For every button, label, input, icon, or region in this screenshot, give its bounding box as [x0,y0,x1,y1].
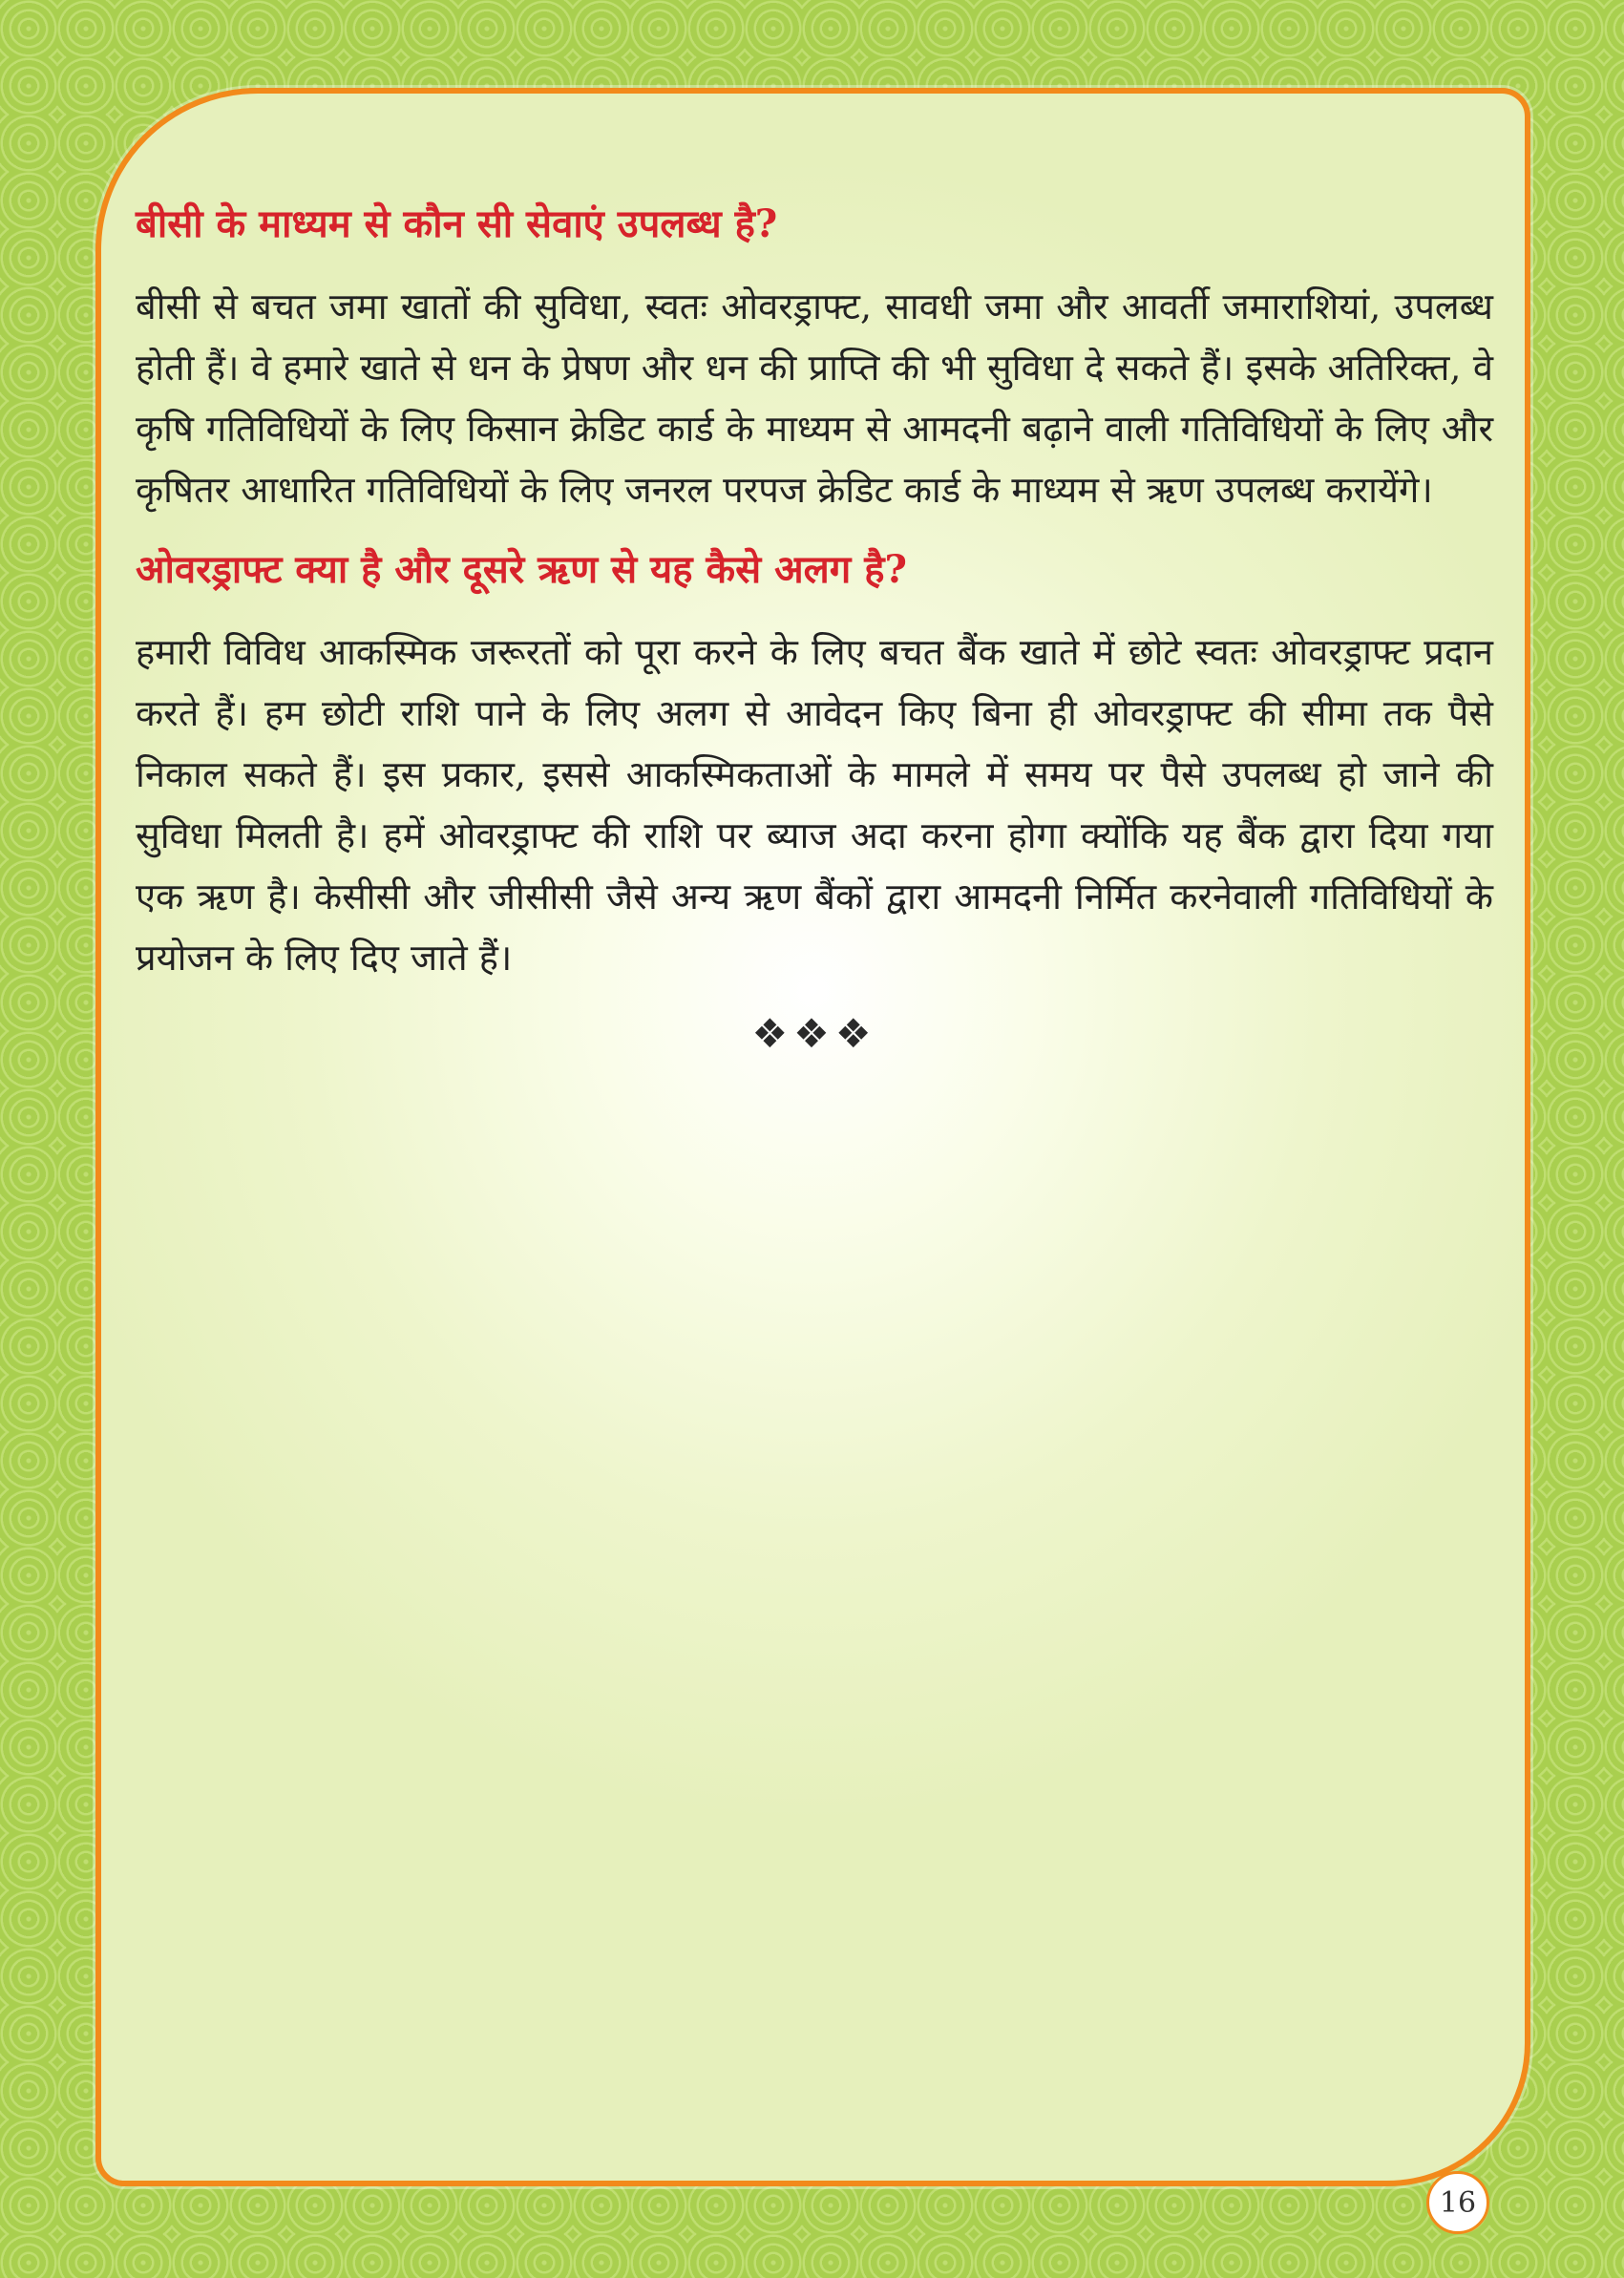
answer-paragraph-overdraft: हमारी विविध आकस्मिक जरूरतों को पूरा करने के लिए बचत बैंक खाते में छोटे स्वतः ओवरड्राफ्ट प्रदान करते हैं। हम छोटी राशि पाने के लिए अलग से आवेदन किए बिना ही ओवरड्राफ्ट की सीमा तक पैसे निकाल सकते हैं। इस प्रकार, इससे आकस्मिकताओं के मामले में समय पर पैसे उपलब्ध हो जाने की सुविधा मिलती है। हमें ओवरड्राफ्ट की राशि पर ब्याज अदा करना होगा क्योंकि यह बैंक द्वारा दिया गया एक ऋण है। केसीसी और जीसीसी जैसे अन्य ऋण बैंकों द्वारा आमदनी निर्मित करनेवाली गतिविधियों के प्रयोजन के लिए दिए जाते हैं। [136,631,1493,979]
question-heading-overdraft: ओवरड्राफ्ट क्या है और दूसरे ऋण से यह कैसे अलग है? [136,547,907,592]
question-heading-services: बीसी के माध्यम से कौन सी सेवाएं उपलब्ध है? [136,201,778,246]
answer-paragraph-services: बीसी से बचत जमा खातों की सुविधा, स्वतः ओवरड्राफ्ट, सावधी जमा और आवर्ती जमाराशियां, उपलब्ध होती हैं। वे हमारे खाते से धन के प्रेषण और धन की प्राप्ति की भी सुविधा दे सकते हैं। इसके अतिरिक्त, वे कृषि गतिविधियों के लिए किसान क्रेडिट कार्ड के माध्यम से आमदनी बढ़ाने वाली गतिविधियों के लिए और कृषितर आधारित गतिविधियों के लिए जनरल परपज क्रेडिट कार्ड के माध्यम से ऋण उपलब्ध करायेंगे। [136,285,1493,511]
page-content [136,196,1493,1063]
ornament-divider: ❖❖❖ [751,1010,877,1057]
page-number: 16 [1426,2171,1489,2234]
